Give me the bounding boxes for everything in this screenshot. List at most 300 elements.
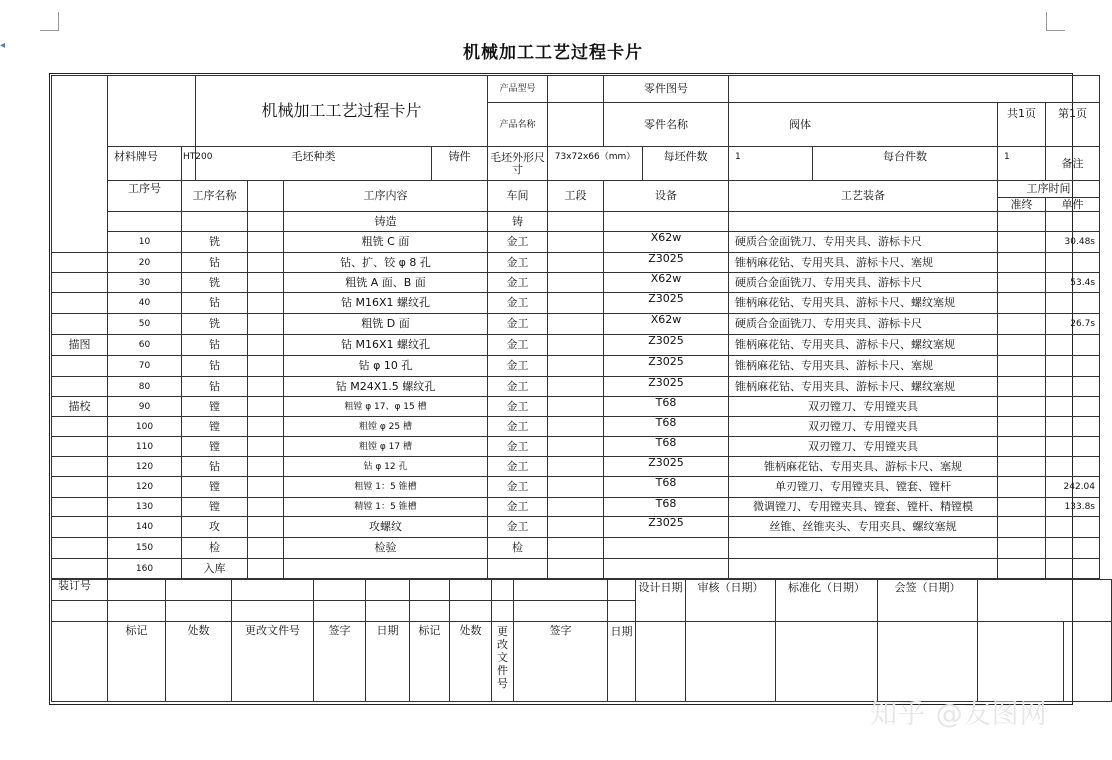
col-header-prep-end: 准终 <box>998 198 1046 212</box>
op-tooling: 锥柄麻花钻、专用夹具、游标卡尺、螺纹塞规 <box>729 335 998 356</box>
material-grade-value: HT200 <box>182 147 196 181</box>
part-drawing-no-value <box>729 76 1100 103</box>
op-content: 钻 M16X1 螺纹孔 <box>284 293 488 314</box>
op-equipment: X62w <box>604 232 729 253</box>
table-row <box>52 559 1100 579</box>
tracing-check-label: 描校 <box>52 397 108 417</box>
sign-cell <box>52 601 108 622</box>
op-prep-end <box>998 293 1046 314</box>
op-unit-time <box>1046 212 1100 232</box>
op-tooling: 硬质合金面铣刀、专用夹具、游标卡尺 <box>729 273 998 293</box>
left-margin-cell <box>52 417 108 437</box>
op-no: 60 <box>108 335 182 356</box>
op-prep-end <box>998 314 1046 335</box>
op-prep-end <box>998 253 1046 273</box>
op-prep-end <box>998 538 1046 559</box>
blank-type-label: 毛坯种类 <box>196 147 432 181</box>
op-equipment: Z3025 <box>604 377 729 397</box>
op-blank <box>248 498 284 517</box>
sign-cell <box>776 622 878 702</box>
op-section <box>548 335 604 356</box>
total-pages: 共1页 <box>998 103 1046 147</box>
op-equipment: Z3025 <box>604 293 729 314</box>
table-row <box>52 457 1100 477</box>
op-workshop: 金工 <box>488 253 548 273</box>
per-machine-label: 每台件数 <box>813 147 998 181</box>
op-no: 130 <box>108 498 182 517</box>
op-tooling: 微调镗刀、专用镗夹具、镗套、镗杆、精镗模 <box>729 498 998 517</box>
table-row <box>52 477 1100 498</box>
op-no: 150 <box>108 538 182 559</box>
op-no: 80 <box>108 377 182 397</box>
op-prep-end <box>998 498 1046 517</box>
op-name: 铣 <box>182 232 248 253</box>
table-row <box>52 498 1100 517</box>
op-content: 钻 M16X1 螺纹孔 <box>284 335 488 356</box>
review-label: 审核（日期） <box>686 580 776 622</box>
op-workshop: 金工 <box>488 417 548 437</box>
left-margin-cell <box>52 253 108 273</box>
op-name: 钻 <box>182 356 248 377</box>
op-workshop: 金工 <box>488 335 548 356</box>
op-blank <box>248 314 284 335</box>
op-workshop: 金工 <box>488 397 548 417</box>
op-no: 100 <box>108 417 182 437</box>
col-header-unit-time: 单件 <box>1046 198 1100 212</box>
op-no: 20 <box>108 253 182 273</box>
op-blank <box>248 437 284 457</box>
op-name: 攻 <box>182 517 248 538</box>
op-section <box>548 212 604 232</box>
op-section <box>548 417 604 437</box>
table-row <box>52 356 1100 377</box>
op-blank <box>248 517 284 538</box>
op-equipment: T68 <box>604 498 729 517</box>
op-name: 铣 <box>182 314 248 335</box>
op-blank <box>248 293 284 314</box>
op-unit-time <box>1046 417 1100 437</box>
page-corner-mark <box>40 12 59 31</box>
op-workshop: 检 <box>488 538 548 559</box>
op-content: 铸造 <box>284 212 488 232</box>
blank-type-value: 铸件 <box>432 147 488 181</box>
ruler-indicator-icon: ◂ <box>0 40 6 51</box>
mark-label: 标记 <box>108 622 166 702</box>
signature-label: 签字 <box>314 622 366 702</box>
table-row <box>52 232 1100 253</box>
sign-cell <box>166 601 232 622</box>
op-name: 镗 <box>182 417 248 437</box>
sign-cell <box>366 580 410 601</box>
sign-cell <box>608 601 636 622</box>
col-header-op-time: 工序时间 <box>998 181 1100 198</box>
op-unit-time <box>1046 377 1100 397</box>
left-margin-cell <box>52 377 108 397</box>
op-blank <box>248 356 284 377</box>
op-workshop: 金工 <box>488 232 548 253</box>
sign-cell <box>232 601 314 622</box>
op-content: 钻 φ 10 孔 <box>284 356 488 377</box>
op-section <box>548 314 604 335</box>
op-workshop: 金工 <box>488 273 548 293</box>
table-row <box>52 437 1100 457</box>
op-tooling: 锥柄麻花钻、专用夹具、游标卡尺、螺纹塞规 <box>729 377 998 397</box>
op-blank <box>248 417 284 437</box>
op-no: 110 <box>108 437 182 457</box>
sign-cell <box>608 580 636 601</box>
op-unit-time <box>1046 559 1100 579</box>
table-row <box>52 517 1100 538</box>
sign-cell <box>636 622 686 702</box>
op-workshop <box>488 559 548 579</box>
op-equipment <box>604 212 729 232</box>
op-no: 50 <box>108 314 182 335</box>
col-header-op-name: 工序名称 <box>182 181 248 212</box>
design-date-label: 设计日期 <box>636 580 686 622</box>
op-content: 钻 φ 12 孔 <box>284 457 488 477</box>
op-content: 粗镗 1：5 锥槽 <box>284 477 488 498</box>
op-content: 粗镗 φ 25 槽 <box>284 417 488 437</box>
op-prep-end <box>998 477 1046 498</box>
per-blank-label: 每坯件数 <box>643 147 729 181</box>
date-label-2: 日期 <box>608 622 636 702</box>
left-margin-cell <box>52 76 108 253</box>
op-unit-time <box>1046 356 1100 377</box>
op-workshop: 金工 <box>488 356 548 377</box>
op-no: 10 <box>108 232 182 253</box>
left-margin-cell <box>52 356 108 377</box>
sign-cell <box>166 580 232 601</box>
left-margin-cell <box>52 314 108 335</box>
standardize-label: 标准化（日期） <box>776 580 878 622</box>
op-unit-time <box>1046 335 1100 356</box>
col-header-section: 工段 <box>548 181 604 212</box>
op-content: 粗铣 C 面 <box>284 232 488 253</box>
op-blank <box>248 273 284 293</box>
blank-size-value: 73x72x66（mm） <box>548 147 643 181</box>
per-blank-value: 1 <box>729 147 813 181</box>
change-doc-no-label-2: 更改文件号 <box>492 622 514 702</box>
op-no: 40 <box>108 293 182 314</box>
op-workshop: 金工 <box>488 498 548 517</box>
op-section <box>548 232 604 253</box>
op-section <box>548 517 604 538</box>
op-content: 粗铣 D 面 <box>284 314 488 335</box>
op-no <box>108 212 182 232</box>
sign-cell <box>492 580 514 601</box>
op-equipment: T68 <box>604 437 729 457</box>
op-equipment: T68 <box>604 477 729 498</box>
op-equipment: T68 <box>604 417 729 437</box>
product-name-value <box>548 103 604 147</box>
op-equipment: Z3025 <box>604 517 729 538</box>
part-name-label: 零件名称 <box>604 103 729 147</box>
sign-cell <box>450 580 492 601</box>
op-equipment: Z3025 <box>604 253 729 273</box>
op-section <box>548 397 604 417</box>
op-no: 120 <box>108 457 182 477</box>
op-name: 检 <box>182 538 248 559</box>
op-prep-end <box>998 356 1046 377</box>
op-prep-end <box>998 457 1046 477</box>
op-workshop: 金工 <box>488 377 548 397</box>
col-header-workshop: 车间 <box>488 181 548 212</box>
sign-cell <box>878 622 978 702</box>
part-drawing-no-label: 零件图号 <box>604 76 729 103</box>
op-section <box>548 377 604 397</box>
op-name: 钻 <box>182 335 248 356</box>
op-tooling: 单刃镗刀、专用镗夹具、镗套、镗杆 <box>729 477 998 498</box>
op-section <box>548 253 604 273</box>
watermark: 知乎 @友图网 <box>870 699 1048 730</box>
sign-cell <box>366 601 410 622</box>
header-blank <box>108 76 196 147</box>
sign-cell <box>314 580 366 601</box>
op-tooling <box>729 538 998 559</box>
op-tooling: 双刃镗刀、专用镗夹具 <box>729 397 998 417</box>
op-prep-end <box>998 232 1046 253</box>
blank-size-label: 毛坯外形尺寸 <box>488 147 548 181</box>
op-section <box>548 273 604 293</box>
left-margin-cell <box>52 457 108 477</box>
remark-label: 备注 <box>1046 147 1100 181</box>
op-tooling <box>729 212 998 232</box>
op-unit-time <box>1046 437 1100 457</box>
left-margin-cell <box>52 273 108 293</box>
op-section <box>548 538 604 559</box>
sign-cell <box>1064 622 1112 702</box>
op-workshop: 金工 <box>488 517 548 538</box>
mark-label-2: 标记 <box>410 622 450 702</box>
table-row <box>52 377 1100 397</box>
op-no: 120 <box>108 477 182 498</box>
left-margin-cell <box>52 559 108 579</box>
op-name: 钻 <box>182 377 248 397</box>
op-workshop: 金工 <box>488 314 548 335</box>
op-tooling: 锥柄麻花钻、专用夹具、游标卡尺、塞规 <box>729 457 998 477</box>
op-content: 攻螺纹 <box>284 517 488 538</box>
sign-cell <box>108 580 166 601</box>
op-blank <box>248 397 284 417</box>
table-row <box>52 212 1100 232</box>
op-blank <box>248 538 284 559</box>
op-tooling: 锥柄麻花钻、专用夹具、游标卡尺、螺纹塞规 <box>729 293 998 314</box>
op-prep-end <box>998 377 1046 397</box>
table-row <box>52 314 1100 335</box>
op-workshop: 金工 <box>488 477 548 498</box>
op-no: 160 <box>108 559 182 579</box>
op-workshop: 铸 <box>488 212 548 232</box>
countersign-label: 会签（日期） <box>878 580 978 622</box>
op-unit-time <box>1046 397 1100 417</box>
op-unit-time <box>1046 253 1100 273</box>
op-prep-end <box>998 273 1046 293</box>
signature-label-2: 签字 <box>514 622 608 702</box>
op-unit-time <box>1046 457 1100 477</box>
tracing-label: 描图 <box>52 335 108 356</box>
op-unit-time: 26.7s <box>1046 314 1100 335</box>
op-blank <box>248 457 284 477</box>
table-row <box>52 397 1100 417</box>
left-margin-cell <box>52 517 108 538</box>
table-row <box>52 273 1100 293</box>
left-margin-cell <box>52 498 108 517</box>
product-model-label: 产品型号 <box>488 76 548 103</box>
op-content: 钻 M24X1.5 螺纹孔 <box>284 377 488 397</box>
op-no: 90 <box>108 397 182 417</box>
op-unit-time <box>1046 517 1100 538</box>
sign-cell <box>450 601 492 622</box>
op-unit-time <box>1046 293 1100 314</box>
sign-cell <box>232 580 314 601</box>
left-margin-cell <box>52 477 108 498</box>
op-prep-end <box>998 437 1046 457</box>
op-name: 镗 <box>182 397 248 417</box>
sign-off-table <box>51 579 1112 702</box>
page-number: 第1页 <box>1046 103 1100 147</box>
op-unit-time: 30.48s <box>1046 232 1100 253</box>
op-equipment: X62w <box>604 314 729 335</box>
op-no: 140 <box>108 517 182 538</box>
op-tooling: 锥柄麻花钻、专用夹具、游标卡尺、塞规 <box>729 356 998 377</box>
op-no: 70 <box>108 356 182 377</box>
sign-cell <box>978 580 1112 622</box>
op-section <box>548 457 604 477</box>
product-name-label: 产品名称 <box>488 103 548 147</box>
page-corner-mark <box>1046 12 1065 31</box>
op-no: 30 <box>108 273 182 293</box>
op-unit-time: 242.04 <box>1046 477 1100 498</box>
op-blank <box>248 232 284 253</box>
op-name: 钻 <box>182 293 248 314</box>
card-title: 机械加工工艺过程卡片 <box>196 76 488 147</box>
op-equipment: T68 <box>604 397 729 417</box>
op-equipment <box>604 559 729 579</box>
col-header-equipment: 设备 <box>604 181 729 212</box>
op-blank <box>248 477 284 498</box>
sign-cell <box>686 622 776 702</box>
op-content: 粗镗 φ 17、φ 15 槽 <box>284 397 488 417</box>
op-prep-end <box>998 212 1046 232</box>
op-name: 入库 <box>182 559 248 579</box>
sign-cell <box>410 601 450 622</box>
op-name: 钻 <box>182 253 248 273</box>
op-content: 检验 <box>284 538 488 559</box>
op-section <box>548 293 604 314</box>
op-content: 粗铣 A 面、B 面 <box>284 273 488 293</box>
op-content: 钻、扩、铰 φ 8 孔 <box>284 253 488 273</box>
op-blank <box>248 212 284 232</box>
op-workshop: 金工 <box>488 457 548 477</box>
op-workshop: 金工 <box>488 293 548 314</box>
date-label: 日期 <box>366 622 410 702</box>
op-equipment: Z3025 <box>604 335 729 356</box>
sign-cell <box>108 601 166 622</box>
sign-cell <box>314 601 366 622</box>
op-blank <box>248 559 284 579</box>
op-name: 镗 <box>182 477 248 498</box>
op-prep-end <box>998 397 1046 417</box>
op-tooling: 硬质合金面铣刀、专用夹具、游标卡尺 <box>729 232 998 253</box>
op-blank <box>248 377 284 397</box>
table-row <box>52 253 1100 273</box>
table-row <box>52 538 1100 559</box>
count-label: 处数 <box>166 622 232 702</box>
op-section <box>548 356 604 377</box>
left-margin-cell <box>52 293 108 314</box>
col-header-blank <box>248 181 284 212</box>
left-margin-cell <box>52 437 108 457</box>
op-prep-end <box>998 517 1046 538</box>
sign-cell <box>410 580 450 601</box>
op-prep-end <box>998 559 1046 579</box>
op-tooling <box>729 559 998 579</box>
col-header-op-content: 工序内容 <box>284 181 488 212</box>
op-prep-end <box>998 335 1046 356</box>
count-label-2: 处数 <box>450 622 492 702</box>
op-blank <box>248 253 284 273</box>
op-tooling: 双刃镗刀、专用镗夹具 <box>729 417 998 437</box>
op-unit-time: 133.8s <box>1046 498 1100 517</box>
op-equipment: X62w <box>604 273 729 293</box>
op-content <box>284 559 488 579</box>
op-section <box>548 498 604 517</box>
op-tooling: 双刃镗刀、专用镗夹具 <box>729 437 998 457</box>
op-equipment: Z3025 <box>604 457 729 477</box>
op-equipment: Z3025 <box>604 356 729 377</box>
op-equipment <box>604 538 729 559</box>
sign-cell <box>514 601 608 622</box>
binding-no-label: 装订号 <box>52 580 108 601</box>
op-section <box>548 437 604 457</box>
op-name: 铣 <box>182 273 248 293</box>
op-name <box>182 212 248 232</box>
op-name: 镗 <box>182 498 248 517</box>
op-unit-time: 53.4s <box>1046 273 1100 293</box>
sign-cell <box>492 601 514 622</box>
table-row <box>52 335 1100 356</box>
product-model-value <box>548 76 604 103</box>
op-tooling: 锥柄麻花钻、专用夹具、游标卡尺、塞规 <box>729 253 998 273</box>
process-card-table <box>51 75 1100 579</box>
left-margin-cell <box>52 538 108 559</box>
op-name: 镗 <box>182 437 248 457</box>
change-doc-no-label: 更改文件号 <box>232 622 314 702</box>
material-grade-label: 材料牌号 <box>108 147 182 181</box>
op-content: 粗镗 φ 17 槽 <box>284 437 488 457</box>
op-content: 精镗 1：5 锥槽 <box>284 498 488 517</box>
process-card <box>51 75 1096 703</box>
table-row <box>52 417 1100 437</box>
op-workshop: 金工 <box>488 437 548 457</box>
op-section <box>548 559 604 579</box>
op-blank <box>248 335 284 356</box>
op-prep-end <box>998 417 1046 437</box>
col-header-tooling: 工艺装备 <box>729 181 998 212</box>
sign-cell <box>52 622 108 702</box>
sign-cell <box>514 580 608 601</box>
op-section <box>548 477 604 498</box>
op-unit-time <box>1046 538 1100 559</box>
op-name: 钻 <box>182 457 248 477</box>
op-tooling: 丝锥、丝锥夹头、专用夹具、螺纹塞规 <box>729 517 998 538</box>
sign-cell <box>978 622 1064 702</box>
op-tooling: 硬质合金面铣刀、专用夹具、游标卡尺 <box>729 314 998 335</box>
part-name-value: 阀体 <box>729 103 998 147</box>
document-title: 机械加工工艺过程卡片 <box>463 43 643 63</box>
per-machine-value: 1 <box>998 147 1046 181</box>
col-header-op-no: 工序号 <box>108 181 182 212</box>
